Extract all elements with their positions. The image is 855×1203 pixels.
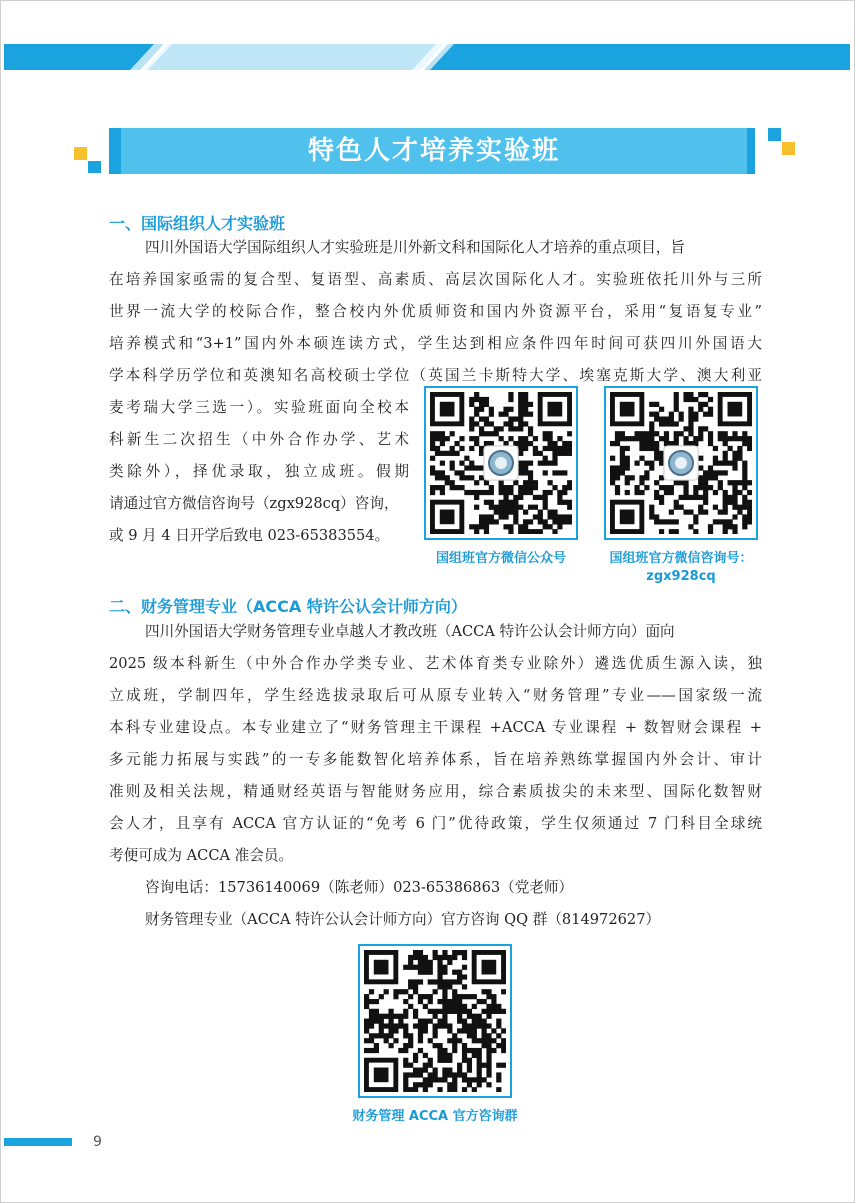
page-title: 特色人才培养实验班 — [307, 136, 560, 166]
section1-line: 麦考瑞大学三选一）。实验班面向全校本 — [109, 399, 409, 416]
section1-heading: 一、国际组织人才实验班 — [109, 214, 286, 233]
section1-line: 在培养国家亟需的复合型、复语型、高素质、高层次国际化人才。实验班依托川外与三所 — [109, 271, 762, 288]
section1-line: 类除外），择优录取，独立成班。假期 — [109, 463, 409, 480]
yellow-square-right — [782, 142, 795, 155]
section2-line: 本科专业建设点。本专业建立了“财务管理主干课程 +ACCA 专业课程 + 数智财会课程 + — [109, 719, 762, 736]
section2-line: 2025 级本科新生（中外合作办学类专业、艺术体育类专业除外）遴选优质生源入读，独 — [109, 655, 762, 672]
section1-line: 请通过官方微信咨询号（zgx928cq）咨询， — [109, 495, 399, 512]
section2-line: 准则及相关法规，精通财经英语与智能财务应用，综合素质拔尖的未来型、国际化数智财 — [109, 783, 762, 800]
section2-line: 会人才，且享有 ACCA 官方认证的“免考 6 门”优待政策，学生仅须通过 7 门科目全球统 — [109, 815, 762, 832]
page-number: 9 — [93, 1134, 102, 1150]
wechat-consult-account-qr[interactable] — [604, 386, 758, 540]
section1-line: 培养模式和“3+1”国内外本硕连读方式，学生达到相应条件四年时间可获四川外国语大 — [109, 335, 762, 352]
qq-group-info: 财务管理专业（ACCA 特许公认会计师方向）官方咨询 QQ 群（814972627） — [145, 911, 661, 928]
top-decorative-band — [4, 44, 850, 70]
section1-line: 科新生二次招生（中外合作办学、艺术 — [109, 431, 409, 448]
blue-square-right — [768, 128, 781, 141]
wechat-official-account-qr[interactable] — [424, 386, 578, 540]
blue-square-left — [88, 161, 101, 173]
page-number-marker — [4, 1138, 72, 1146]
section2-line: 四川外国语大学财务管理专业卓越人才教改班（ACCA 特许公认会计师方向）面向 — [145, 623, 675, 640]
qr1-caption: 国组班官方微信公众号 — [435, 551, 566, 566]
qr3-caption: 财务管理 ACCA 官方咨询群 — [352, 1109, 518, 1124]
section1-line: 或 9 月 4 日开学后致电 023-65383554。 — [109, 527, 390, 544]
section1-line: 学本科学历学位和英澳知名高校硕士学位（英国兰卡斯特大学、埃塞克斯大学、澳大利亚 — [109, 367, 762, 384]
section2-heading: 二、财务管理专业（ACCA 特许公认会计师方向） — [109, 597, 467, 616]
qr2-caption-line2: zgx928cq — [646, 569, 716, 584]
section1-line: 四川外国语大学国际组织人才实验班是川外新文科和国际化人才培养的重点项目，旨 — [145, 239, 685, 256]
contact-phones: 咨询电话：15736140069（陈老师）023-65386863（党老师） — [145, 879, 574, 896]
section2-line: 考便可成为 ACCA 准会员。 — [109, 847, 294, 864]
qr2-caption-line1: 国组班官方微信咨询号： — [609, 551, 753, 566]
title-banner — [109, 128, 755, 174]
section1-line: 世界一流大学的校际合作，整合校内外优质师资和国内外资源平台，采用“复语复专业” — [109, 303, 762, 320]
section2-line: 多元能力拓展与实践”的一专多能数智化培养体系，旨在培养熟练掌握国内外会计、审计 — [109, 751, 762, 768]
section2-line: 立成班，学制四年，学生经选拔录取后可从原专业转入“财务管理”专业——国家级一流 — [109, 687, 762, 704]
yellow-square-left — [74, 147, 87, 160]
acca-qq-group-qr[interactable] — [358, 944, 512, 1098]
